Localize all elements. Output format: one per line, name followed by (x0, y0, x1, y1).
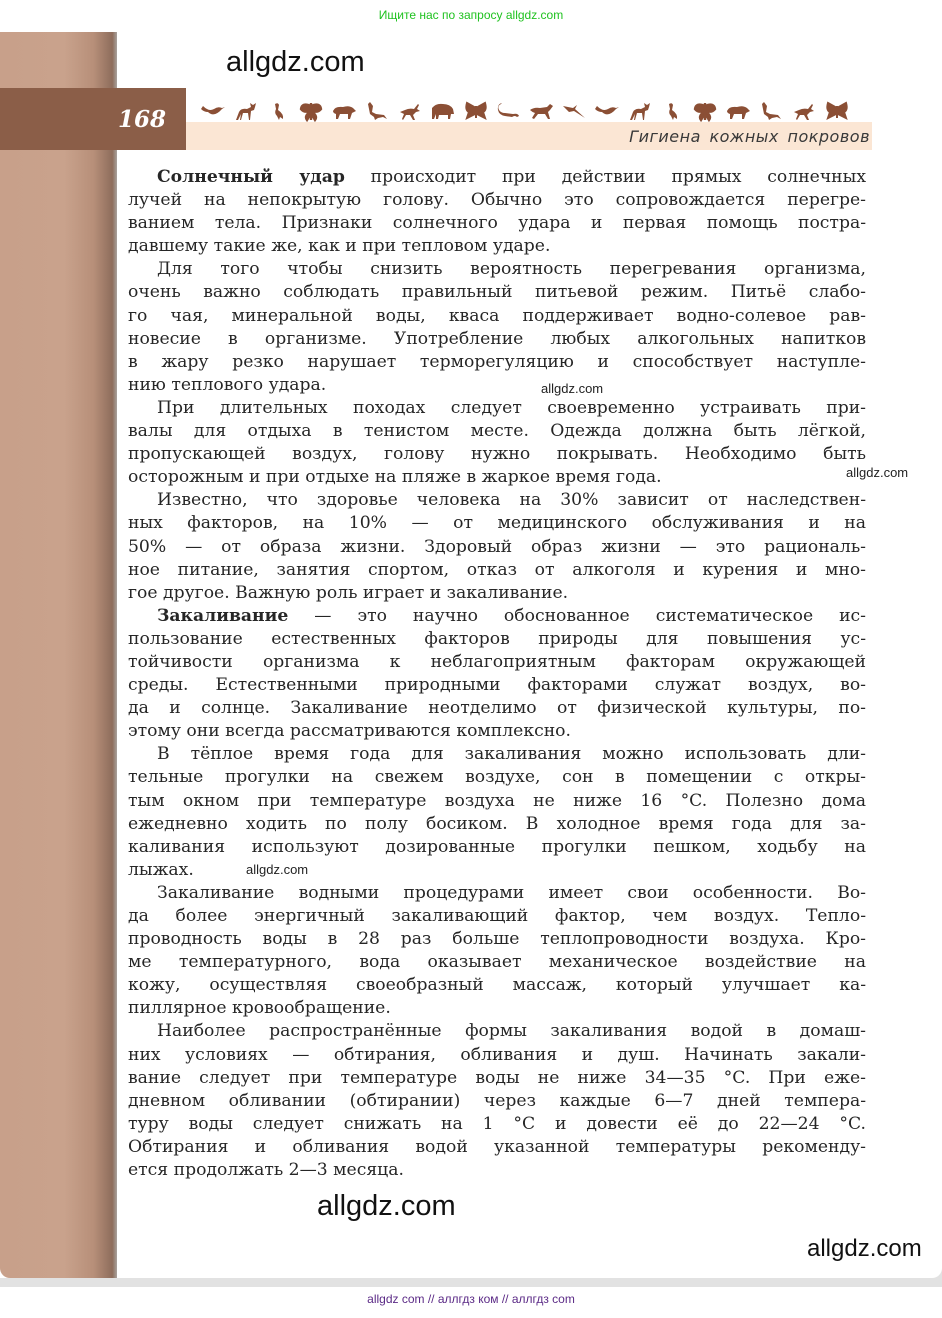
text-line: среды. Естественными природными факторами служат воздух, во- (128, 675, 866, 696)
text-line: ных факторов, на 10% — от медицинского обслуживания и на (128, 513, 866, 534)
moose-icon (627, 100, 653, 122)
page-spine (0, 32, 117, 1278)
scorpion-icon (495, 100, 521, 122)
text-line: туру воды следует снижать на 1 °C и довести её до 22—24 °C. (128, 1113, 866, 1134)
text-line: ванием тела. Признаки солнечного удара и первая помощь постра- (128, 213, 866, 234)
moth-icon (298, 100, 324, 122)
bison-icon (430, 100, 456, 122)
text-line: кожу, осуществляя своеобразный массаж, который улучшает ка- (128, 975, 866, 996)
swallow-icon (561, 100, 587, 122)
antelope-icon (791, 100, 817, 122)
body-text (128, 166, 866, 1182)
textbook-page (0, 32, 942, 1278)
antelope-icon (397, 100, 423, 122)
dolphin-icon (200, 100, 226, 122)
dolphin-icon (594, 100, 620, 122)
butterfly-icon (463, 100, 489, 122)
text-line: очень важно соблюдать правильный питьевой режим. Питьё слабо- (128, 282, 866, 303)
moose-icon (233, 100, 259, 122)
bird-icon (660, 100, 686, 122)
text-line: давшему такие же, как и при тепловом ударе. (128, 236, 551, 257)
text-line: пропускающей воздух, голову нужно покрывать. Необходимо быть (128, 444, 866, 465)
text-line: проводность воды в 28 раз больше теплопроводности воздуха. Кро- (128, 929, 866, 950)
text-line: лучей на непокрытую голову. Обычно это сопровождается перегре- (128, 190, 866, 211)
animal-silhouette-strip (200, 94, 850, 122)
moth-icon (692, 100, 718, 122)
text-line: осторожным и при отдыхе на пляже в жаркое время года. (128, 467, 662, 488)
watermark-inline: allgdz.com (846, 465, 909, 480)
horse-icon (528, 100, 554, 122)
page-number-tab (0, 88, 186, 150)
text-line: них условиях — обтирания, обливания и душ. Начинать закали- (128, 1044, 866, 1065)
text-line: да и солнце. Закаливание неотделимо от физической культуры, по- (128, 698, 866, 719)
text-line: ежедневно ходить по полу босиком. В холодное время года для за- (128, 813, 866, 834)
text-line: дневном обливании (обтирании) через каждые 6—7 дней темпера- (128, 1090, 866, 1111)
text-line: вание следует при температуре воды не ниже 34—35 °C. При еже- (128, 1067, 866, 1088)
text-line: гое другое. Важную роль играет и закаливание. (128, 582, 569, 603)
text-line: ное питание, занятия спортом, отказ от алкоголя и курения и мно- (128, 559, 866, 580)
text-line: тельные прогулки на свежем воздухе, сон в помещении с откры- (128, 767, 866, 788)
bird-icon (266, 100, 292, 122)
running-head: Гигиена кожных покровов (629, 127, 870, 146)
text-line: лыжах. (128, 859, 194, 880)
text-line: Для того чтобы снизить вероятность перегревания организма, (157, 259, 866, 280)
watermark-inline: allgdz.com (541, 381, 604, 396)
lizard-icon (758, 100, 784, 122)
text-line: Закаливание водными процедурами имеет свои особенности. Во- (157, 882, 866, 903)
text-line: Известно, что здоровье человека на 30% зависит от наследствен- (157, 490, 866, 511)
text-line: го чая, минеральной воды, кваса поддерживает водно-солевое рав- (128, 305, 866, 326)
text-line: Закаливание — это научно обоснованное систематическое ис- (157, 605, 866, 626)
text-line: 50% — от образа жизни. Здоровый образ жизни — это рациональ- (128, 536, 866, 557)
search-banner: Ищите нас по запросу allgdz.com (378, 8, 564, 22)
text-line: При длительных походах следует своевременно устраивать при- (157, 397, 866, 418)
text-line: нию теплового удара. (128, 374, 327, 395)
running-head-band (186, 122, 872, 150)
butterfly-icon (824, 100, 850, 122)
watermark-corner: allgdz.com (807, 1235, 922, 1262)
lizard-icon (364, 100, 390, 122)
text-line: Обтирания и обливания водой указанной температуры рекоменду- (128, 1136, 866, 1157)
text-line: В тёплое время года для закаливания можно использовать дли- (157, 744, 866, 765)
boar-icon (331, 100, 357, 122)
watermark-bottom: allgdz.com (317, 1190, 456, 1222)
term-solar-stroke: Солнечный удар (157, 167, 345, 187)
text-line: пользование естественных факторов природы для повышения ус- (128, 628, 866, 649)
text-line: пиллярное кровообращение. (128, 998, 391, 1019)
text-line: в жару резко нарушает терморегуляцию и способствует наступле- (128, 351, 866, 372)
term-hardening: Закаливание (157, 605, 289, 626)
footer-links[interactable]: allgdz com // аллгдз ком // аллгдз com (367, 1292, 575, 1306)
text-line: ется продолжать 2—3 месяца. (128, 1160, 404, 1181)
page-number: 168 (117, 106, 166, 133)
text-line: тойчивости организма к неблагоприятным факторам окружающей (128, 651, 866, 672)
text-line: этому они всегда рассматриваются комплексно. (128, 721, 571, 742)
text-line: тым окном при температуре воздуха не ниже 16 °C. Полезно дома (128, 790, 866, 811)
text-line: ме температурного, вода оказывает механическое воздействие на (128, 952, 866, 973)
text-line: да более энергичный закаливающий фактор, чем воздух. Тепло- (128, 906, 866, 926)
text-line: Солнечный удар происходит при действии прямых солнечных (157, 167, 867, 187)
text-line: Наиболее распространённые формы закаливания водой в домаш- (157, 1021, 866, 1042)
text-line: валы для отдыха в тенистом месте. Одежда должна быть лёгкой, (128, 421, 866, 442)
watermark-inline: allgdz.com (246, 862, 309, 877)
boar-icon (725, 100, 751, 122)
text-line: каливания используют дозированные прогулки пешком, ходьбу на (128, 836, 866, 857)
text-line: новесие в организме. Употребление любых алкогольных напитков (128, 328, 866, 349)
watermark-top: allgdz.com (226, 46, 365, 78)
